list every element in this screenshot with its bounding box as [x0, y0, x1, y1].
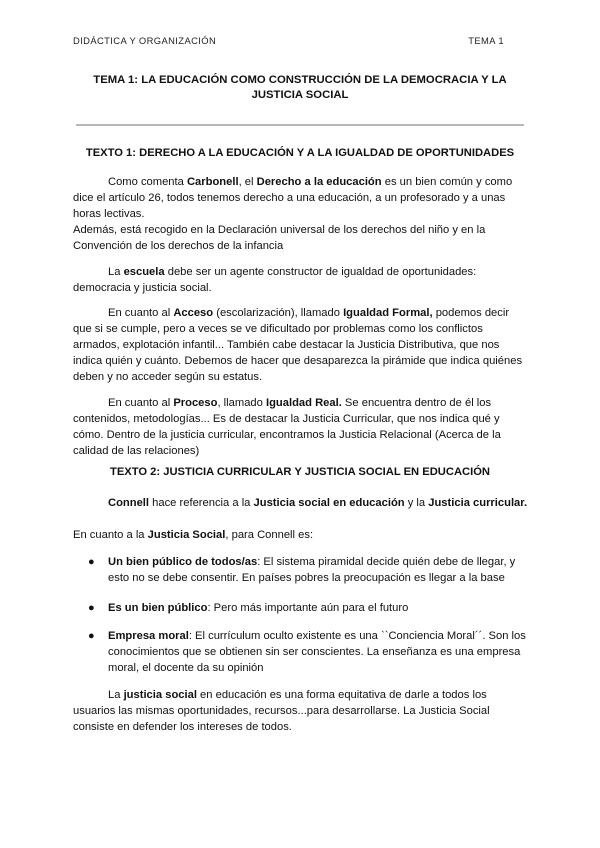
bullet-dot-icon: ●	[88, 556, 95, 568]
bullet-dot-icon: ●	[88, 602, 95, 614]
paragraph-connell: Connell hace referencia a la Justicia social en educación y la Justicia curricular.	[108, 497, 528, 509]
paragraph-carbonell: Como comenta Carbonell, el Derecho a la educación es un bien común y como dice el artículo 26, todos tenemos derecho a una educación, a un profesorado y a unas horas lectivas. Además, está recogido en la Declaración universal de los derechos del niño y en la Convención de los derechos de la infancia	[73, 176, 513, 252]
list-item: ● Un bien público de todos/as: El sistema piramidal decide quién debe de llegar, y esto no se debe consentir. En países pobres la preocupación es llegar a la base	[88, 556, 516, 584]
header-subject: DIDÁCTICA Y ORGANIZACIÓN	[73, 35, 217, 46]
header-topic: TEMA 1	[468, 35, 504, 46]
paragraph-acceso: En cuanto al Acceso (escolarización), llamado Igualdad Formal, podemos decir que si se cumple, pero a veces se ve dificultado por problemas como los conflictos armados, explotación infantil... También cabe destacar la Justicia Distributiva, que nos indica quién y cuánto. Debemos de hacer que desaparezca la pirámide que indica quiénes deben y no acceder según su estatus.	[73, 307, 523, 383]
paragraph-escuela: La escuela debe ser un agente constructor de igualdad de oportunidades: democracia y justicia social.	[73, 266, 477, 294]
list-item: ● Es un bien público: Pero más importante aún para el futuro	[88, 602, 409, 614]
document-title: TEMA 1: LA EDUCACIÓN COMO CONSTRUCCIÓN DE LA DEMOCRACIA Y LA JUSTICIA SOCIAL	[93, 74, 507, 101]
section-heading-texto-1: TEXTO 1: DERECHO A LA EDUCACIÓN Y A LA IGUALDAD DE OPORTUNIDADES	[85, 147, 515, 159]
paragraph-justicia-social-definicion: La justicia social en educación es una forma equitativa de darle a todos los usuarios las mismas oportunidades, recursos...para desarrollarse. La Justicia Social consiste en defender los intereses de todos.	[73, 689, 490, 733]
page-header	[73, 35, 504, 49]
list-item: ● Empresa moral: El currículum oculto existente es una ``Conciencia Moral´´. Son los conocimientos que se obtienen sin ser conscientes. La enseñanza es una empresa moral, el docente da su opinión	[88, 630, 526, 674]
horizontal-divider	[76, 124, 524, 126]
paragraph-justicia-social-intro: En cuanto a la Justicia Social, para Connell es:	[73, 529, 314, 541]
section-heading-texto-2: TEXTO 2: JUSTICIA CURRICULAR Y JUSTICIA SOCIAL EN EDUCACIÓN	[109, 466, 490, 478]
bullet-dot-icon: ●	[88, 630, 95, 642]
paragraph-proceso: En cuanto al Proceso, llamado Igualdad Real. Se encuentra dentro de él los contenidos, metodologías... Es de destacar la Justicia Curricular, que nos indica qué y cómo. Dentro de la justicia curricular, encontramos la Justicia Relacional (Acerca de la calidad de las relaciones)	[73, 397, 501, 457]
